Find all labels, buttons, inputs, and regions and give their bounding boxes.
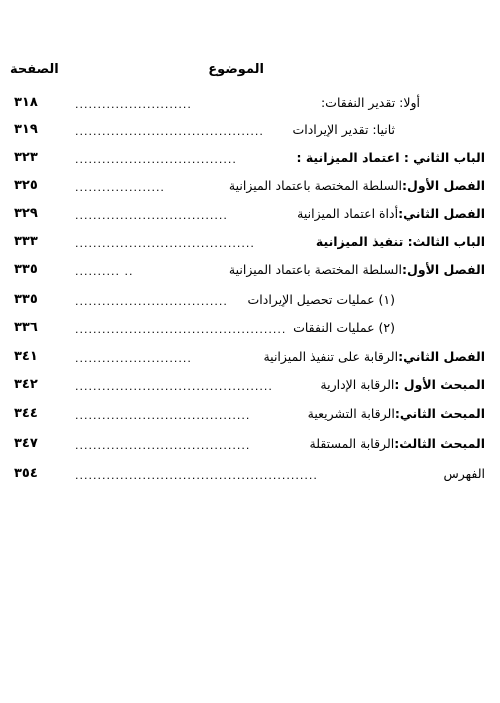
dot-leader: .......................... bbox=[75, 98, 192, 111]
toc-page-number: ٣٤٢ bbox=[14, 377, 38, 392]
dot-leader: ...................................................... bbox=[75, 469, 318, 482]
toc-entry bbox=[75, 317, 395, 339]
toc-page-number: ٣١٩ bbox=[14, 122, 38, 137]
toc-row bbox=[0, 119, 500, 141]
toc-page-number: ٣٣٦ bbox=[14, 320, 38, 335]
toc-page-number: ٣٤٤ bbox=[14, 406, 38, 421]
dot-leader: ............................................... bbox=[75, 323, 287, 336]
toc-row bbox=[0, 147, 500, 169]
toc-page-number: ٣٣٥ bbox=[14, 262, 38, 277]
toc-entry bbox=[75, 147, 485, 169]
dot-leader: .......................... bbox=[75, 352, 192, 365]
toc-entry-prefix: الفصل الثاني: bbox=[398, 349, 485, 364]
dot-leader: .......................................... bbox=[75, 125, 264, 138]
toc-page-number: ٣٤١ bbox=[14, 349, 38, 364]
toc-entry-prefix: الباب الثالث: تنفيذ الميزانية bbox=[315, 234, 485, 249]
toc-entry-title: (٢) عمليات النفقات bbox=[293, 320, 395, 335]
toc-entry bbox=[75, 403, 485, 425]
toc-entry-title: الرقابة المستقلة bbox=[309, 436, 395, 451]
toc-row bbox=[0, 374, 500, 396]
dot-leader: ............................................ bbox=[75, 380, 273, 393]
toc-entry-title: (١) عمليات تحصيل الإيرادات bbox=[247, 292, 395, 307]
toc-entry-prefix: الفصل الأول: bbox=[401, 178, 485, 193]
toc-entry-prefix: الباب الثاني : اعتماد الميزانية : bbox=[296, 150, 485, 165]
toc-row bbox=[0, 463, 500, 485]
toc-page-number: ٣٤٧ bbox=[14, 436, 38, 451]
toc-entry bbox=[75, 346, 485, 368]
dot-leader: .................................. bbox=[75, 295, 228, 308]
toc-row bbox=[0, 92, 500, 114]
toc-entry-title: السلطة المختصة باعتماد الميزانية bbox=[228, 178, 402, 193]
toc-entry-title: الرقابة التشريعية bbox=[307, 406, 395, 421]
toc-entry bbox=[75, 433, 485, 455]
toc-row bbox=[0, 433, 500, 455]
toc-entry-prefix: الفصل الثاني: bbox=[398, 206, 485, 221]
toc-row bbox=[0, 259, 500, 281]
toc-row bbox=[0, 403, 500, 425]
toc-row bbox=[0, 231, 500, 253]
toc-entry bbox=[75, 463, 485, 485]
toc-row bbox=[0, 317, 500, 339]
dot-leader: ....................................... bbox=[75, 439, 251, 452]
toc-entry-title: الفهرس bbox=[443, 466, 485, 481]
dot-leader: .......... .. bbox=[75, 265, 134, 278]
toc-entry-prefix: المبحث الثاني: bbox=[394, 406, 485, 421]
toc-entry bbox=[75, 259, 485, 281]
toc-entry-prefix: المبحث الأول : bbox=[394, 377, 485, 392]
toc-entry-title: ثانيا: تقدير الإيرادات bbox=[292, 122, 395, 137]
dot-leader: .................................... bbox=[75, 153, 237, 166]
toc-page-number: ٣٢٥ bbox=[14, 178, 38, 193]
toc-entry-prefix: الفصل الأول: bbox=[401, 262, 485, 277]
toc-page-number: ٣٣٣ bbox=[14, 234, 38, 249]
page-column-header: الصفحة bbox=[10, 62, 59, 77]
toc-entry bbox=[75, 231, 485, 253]
topic-column-header: الموضوع bbox=[208, 62, 264, 77]
toc-page-number: ٣١٨ bbox=[14, 95, 38, 110]
toc-entry bbox=[75, 175, 485, 197]
toc-row bbox=[0, 346, 500, 368]
dot-leader: .................................. bbox=[75, 209, 228, 222]
dot-leader: ........................................ bbox=[75, 237, 255, 250]
toc-page-number: ٣٥٤ bbox=[14, 466, 38, 481]
toc-row bbox=[0, 289, 500, 311]
toc-entry bbox=[75, 289, 395, 311]
toc-entry bbox=[75, 92, 420, 114]
toc-entry bbox=[75, 374, 485, 396]
dot-leader: .................... bbox=[75, 181, 165, 194]
toc-page-number: ٣٣٥ bbox=[14, 292, 38, 307]
toc-row bbox=[0, 203, 500, 225]
toc-page-number: ٣٢٩ bbox=[14, 206, 38, 221]
toc-entry-title: الرقابة الإدارية bbox=[320, 377, 395, 392]
toc-entry bbox=[75, 119, 395, 141]
dot-leader: ....................................... bbox=[75, 409, 251, 422]
toc-entry-prefix: المبحث الثالث: bbox=[394, 436, 485, 451]
toc-row bbox=[0, 175, 500, 197]
toc-page-number: ٣٢٣ bbox=[14, 150, 38, 165]
toc-entry-title: أولا: تقدير النفقات: bbox=[320, 95, 420, 110]
toc-entry bbox=[75, 203, 485, 225]
toc-entry-title: أداة اعتماد الميزانية bbox=[297, 206, 399, 221]
toc-entry-title: السلطة المختصة باعتماد الميزانية bbox=[228, 262, 402, 277]
toc-entry-title: الرقابة على تنفيذ الميزانية bbox=[263, 349, 399, 364]
